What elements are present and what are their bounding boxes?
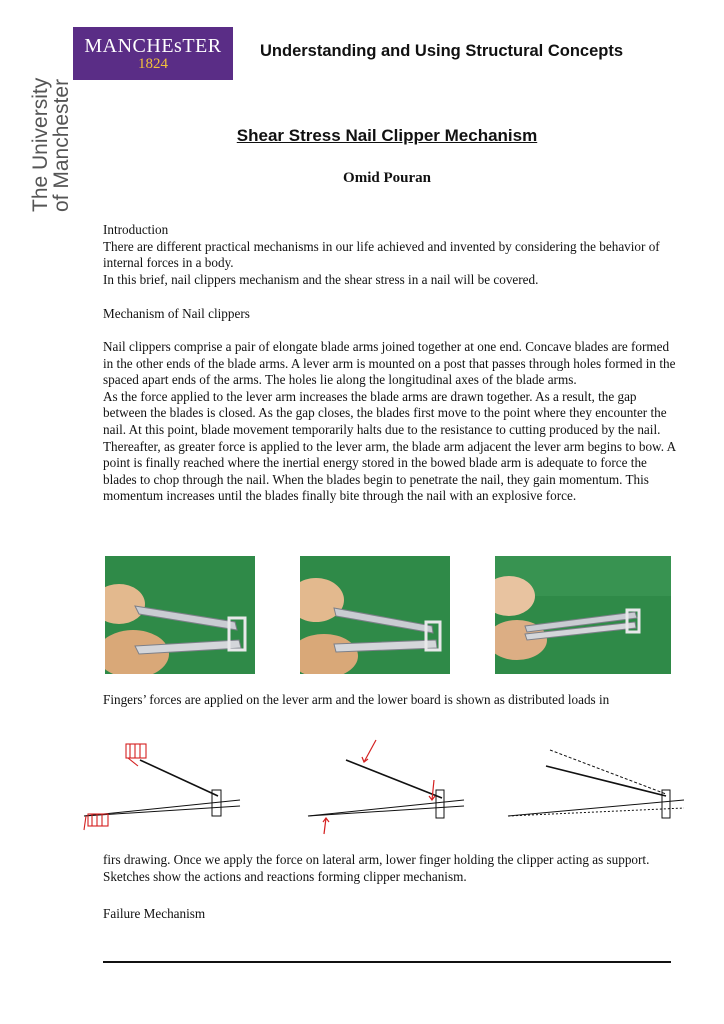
document-title: Shear Stress Nail Clipper Mechanism [236, 126, 538, 145]
introduction-paragraph: There are different practical mechanisms in our life achieved and invented by considering the behavior of internal forces in a body. [103, 238, 660, 271]
clipper-force-sketch-2 [306, 738, 468, 838]
mechanism-paragraph-1: Nail clippers comprise a pair of elongate blade arms joined together at one end. Concave blades are formed in the other ends of the blade arms. A lever arm is mounted on a post that passes through holes formed in the spaced apart ends of the arms. The holes lie along the longitudinal axes of the blade arms. [103, 339, 676, 388]
clipper-force-sketch-3 [506, 738, 686, 838]
mechanism-paragraph-2: As the force applied to the lever arm increases the blade arms are drawn together. As a result, the gap between the blades is closed. As the gap closes, the blades first move to the point where they encounter the nail. At this point, blade movement temporarily halts due to the resistance to cutting produced by the nail. Thereafter, as greater force is applied to the lever arm, the blade arm adjacent the lever arm begins to bow. A point is finally reached where the inertial energy stored in the bowed blade arm is adequate to force the blades to chop through the nail. When the blades begin to penetrate the nail, they gain momentum. This momentum increases until the blades finally bite through the nail with an explosive force. [103, 388, 676, 504]
nail-clipper-photo-1 [105, 556, 255, 674]
footer-divider [103, 961, 671, 963]
nail-clipper-photo-2 [300, 556, 450, 674]
clipper-force-sketch-1 [82, 738, 242, 838]
mechanism-section [103, 339, 678, 505]
sketch-explanation: firs drawing. Once we apply the force on lateral arm, lower finger holding the clipper acting as support. Sketches show the actions and reactions forming clipper mechanism. [103, 852, 650, 884]
introduction-scope: In this brief, nail clippers mechanism and the shear stress in a nail will be covered. [103, 271, 539, 287]
logo-name: MANCHEsTER [84, 35, 222, 57]
university-logo [73, 27, 233, 80]
failure-mechanism-heading: Failure Mechanism [103, 906, 206, 921]
wordmark-line-2: of Manchester [50, 78, 73, 212]
introduction-section [103, 222, 678, 288]
mechanism-heading: Mechanism of Nail clippers [103, 306, 250, 321]
author-name: Omid Pouran [343, 170, 431, 186]
header-title: Understanding and Using Structural Concepts [260, 42, 624, 60]
introduction-heading: Introduction [103, 222, 169, 237]
figure-caption: Fingers’ forces are applied on the lever arm and the lower board is shown as distributed loads in [103, 692, 610, 707]
logo-year: 1824 [138, 56, 168, 72]
nail-clipper-photo-3 [495, 556, 671, 674]
wordmark-line-1: The University [29, 77, 52, 212]
